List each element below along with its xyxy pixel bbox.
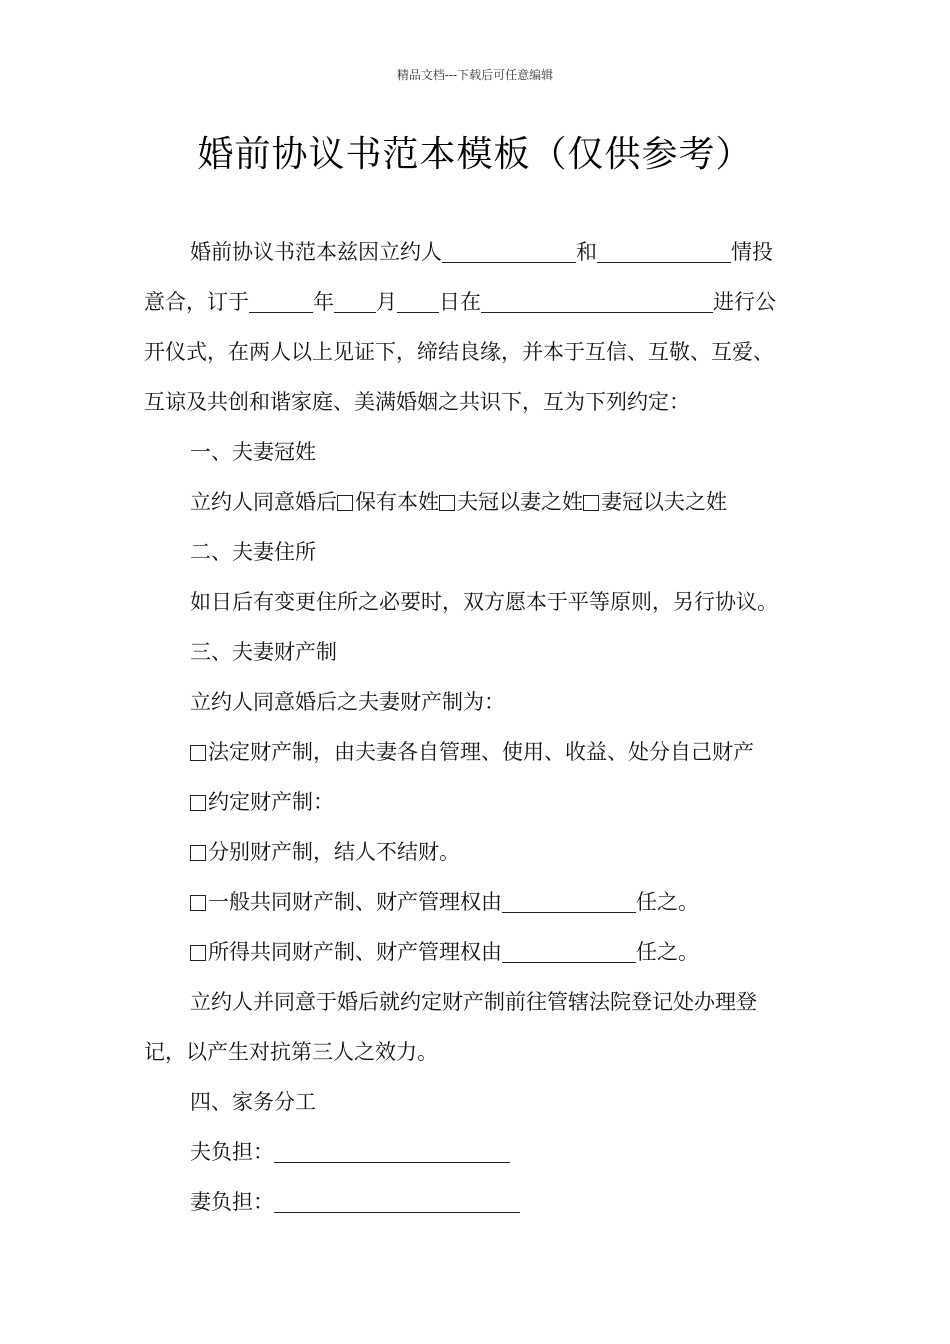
option-label: 法定财产制，由夫妻各自管理、使用、收益、处分自己财产 <box>208 740 754 764</box>
husband-label: 夫负担： <box>190 1140 274 1164</box>
page-header: 精品文档---下载后可任意编辑 <box>396 68 554 82</box>
property-option-5 <box>190 936 890 966</box>
option-label: 分别财产制，结人不结财。 <box>208 840 460 864</box>
surname-lead: 立约人同意婚后 <box>190 490 337 514</box>
checkbox-keep-surname[interactable] <box>337 495 353 511</box>
husband-duties-blank[interactable] <box>274 1141 510 1163</box>
property-option-1 <box>190 736 890 766</box>
husband-duties <box>190 1136 890 1166</box>
intro-text: 情投 <box>731 240 773 264</box>
wife-duties <box>190 1186 890 1216</box>
manager-blank-1[interactable] <box>502 891 636 913</box>
checkbox-income-joint-property[interactable] <box>190 945 206 961</box>
property-lead: 立约人同意婚后之夫妻财产制为： <box>190 690 505 714</box>
venue-blank[interactable] <box>481 291 713 313</box>
option-label: 约定财产制： <box>208 790 334 814</box>
intro-text: 年 <box>313 290 334 314</box>
option-label: 保有本姓 <box>355 490 439 514</box>
checkbox-agreed-property[interactable] <box>190 795 206 811</box>
option-label: 夫冠以妻之姓 <box>457 490 583 514</box>
option-label: 任之。 <box>636 940 699 964</box>
party-a-blank[interactable] <box>442 241 576 263</box>
intro-line-1 <box>190 236 890 266</box>
property-option-4 <box>190 886 890 916</box>
option-label: 任之。 <box>636 890 699 914</box>
option-label: 所得共同财产制、财产管理权由 <box>208 940 502 964</box>
page-title: 婚前协议书范本模板（仅供参考） <box>197 134 753 175</box>
intro-text: 和 <box>576 240 597 264</box>
checkbox-wife-takes-husband-surname[interactable] <box>583 495 599 511</box>
wife-duties-blank[interactable] <box>274 1191 520 1213</box>
intro-text: 进行公 <box>713 290 776 314</box>
property-option-2 <box>190 786 890 816</box>
residence-text: 如日后有变更住所之必要时，双方愿本于平等原则，另行协议。 <box>190 590 778 614</box>
section-3-heading: 三、夫妻财产制 <box>190 640 337 664</box>
checkbox-separate-property[interactable] <box>190 845 206 861</box>
day-blank[interactable] <box>397 291 439 313</box>
section-2-heading: 二、夫妻住所 <box>190 540 316 564</box>
checkbox-general-joint-property[interactable] <box>190 895 206 911</box>
intro-line-4: 互谅及共创和谐家庭、美满婚姻之共识下，互为下列约定： <box>144 390 690 414</box>
section-1-heading: 一、夫妻冠姓 <box>190 440 316 464</box>
registration-line-1: 立约人并同意于婚后就约定财产制前往管辖法院登记处办理登 <box>190 990 757 1014</box>
intro-text: 月 <box>376 290 397 314</box>
intro-text: 婚前协议书范本兹因立约人 <box>190 240 442 264</box>
option-label: 一般共同财产制、财产管理权由 <box>208 890 502 914</box>
checkbox-legal-property[interactable] <box>190 745 206 761</box>
option-label: 妻冠以夫之姓 <box>601 490 727 514</box>
surname-options <box>190 486 890 516</box>
month-blank[interactable] <box>334 291 376 313</box>
intro-text: 意合，订于 <box>144 290 249 314</box>
intro-line-3: 开仪式，在两人以上见证下，缔结良缘，并本于互信、互敬、互爱、 <box>144 340 774 364</box>
intro-text: 日在 <box>439 290 481 314</box>
year-blank[interactable] <box>249 291 313 313</box>
wife-label: 妻负担： <box>190 1190 274 1214</box>
party-b-blank[interactable] <box>597 241 731 263</box>
registration-line-2: 记，以产生对抗第三人之效力。 <box>144 1040 438 1064</box>
manager-blank-2[interactable] <box>502 941 636 963</box>
checkbox-husband-takes-wife-surname[interactable] <box>439 495 455 511</box>
section-4-heading: 四、家务分工 <box>190 1090 316 1114</box>
intro-line-2 <box>144 286 844 316</box>
property-option-3 <box>190 836 890 866</box>
